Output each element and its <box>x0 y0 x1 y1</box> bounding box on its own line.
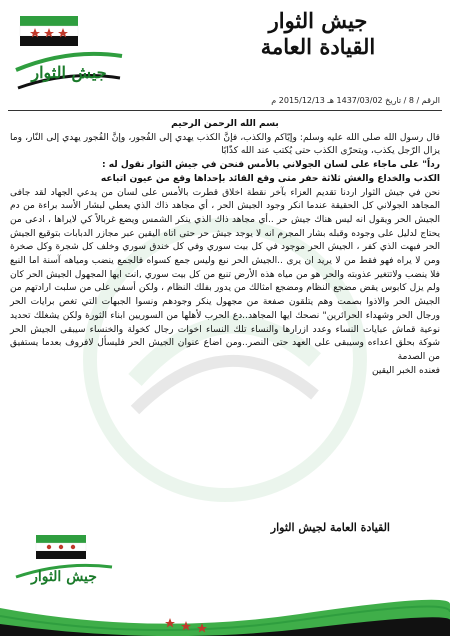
bottom-wave-decoration <box>0 576 450 636</box>
document-meta: الرقم / 8 / تاريخ 1437/03/02 هـ 2015/12/13 م <box>271 96 440 105</box>
logo-bottom-text: جيش الثوار <box>31 569 97 585</box>
hadith-quote: قال رسول الله صلى الله عليه وسلم: وإيّاكم والكذب، فإنَّ الكذب يهدي إلى الفُجور، وإنَّ الفُجور يهدي إلى النّار، وما يزال الرّجل يكذب، ويتحرّى الكذب حتى يُكتب عند الله كذّابًا <box>10 132 440 157</box>
logo-text: جيش الثوار <box>31 63 107 82</box>
signature: القيادة العامة لجيش الثوار <box>270 521 390 534</box>
opening-statement: الكذب والخداع والغش ثلاثة حفر متى وقع القائد بإحداها وقع من عيون اتباعه <box>100 173 440 184</box>
basmala: بسم الله الرحمن الرحيم <box>171 119 279 129</box>
reply-intro: رداً" على ماجاء على لسان الجولاني بالأمس فنحن في جيش الثوار نقول له : <box>101 160 440 171</box>
closing-line: فعنده الخبر اليقين <box>371 365 440 376</box>
army-logo-icon <box>14 8 124 96</box>
header-divider <box>8 110 442 111</box>
statement-body <box>10 118 440 378</box>
header-title-line2: القيادة العامة <box>260 34 376 59</box>
main-paragraph: نحن في جيش الثوار اردنا تقديم العزاء بآخر نقطة اخلاق قطرت بالأمس على لسان من يدعي الجهاد لقد جافى المجاهد الجولاني كل الحقيقة عندما انكر وجود الجيش الحر ، أي مجاهد ذاك الذي يعطي لبشار الأسد براءة من دم الجيش الحر ويقول انه ليس هناك جيش حر ..أي مجاهد ذاك الذي ينكر الشمس ويضع غربالاً كي لايراها ، ادعى من يحتاج لدليل على وجوده وقبله بشار المجرم انه لا يوجد جيش حر حتى اتاه اليقين عبر مجازر الدبابات بتوقيع الجيش الحر فبهت الذي كفر ، الجيش الحر موجود في كل بيت سوري وفي كل خندق سوري وخلف كل شجرة وكل صخرة ومن لا يراه فهو فقط من لا يريد ان يرى ..الجيش الحر نبع وليس جمع كسواه فالجمع ينضب ومياهه آسنة اما النبع فلا ينضب ولاتتغير عذوبته والحر هو من مياه هذه الأرض تنبع من كل بيت سوري ,انت ايها المجهول الجيش الحر كان ولم يزل كابوس يقض مضجع النظام ومضجع امثالك من يدور بفلك النظام ، ولكن أسفي على من سلبت ارادتهم من الجيش الحر والاذوا بصمت وهم يتلقون صفعة من مجهول ينكر وجودهم ونسوا الجبهات التي تغص برايات الحر ورجال الحر وشهداء الحرائرين" نصحك ايها المجاهد..دع الحرب لأهلها من السوريين ابناء الثورة ولكن يشغلك تحديد نوعية قماش عبايات النساء وعدد ازرارها والنساء تلك النساء اخوات رجال كخولة والخنساء سيبقى الجيش الحر شوكة بحلق اعداءه وسيبقى على العهد حتى النصر..ومن اضاع عنوان الجيش الحر فليسأل لافروف بعدما يستفيق من الصدمة <box>10 187 440 362</box>
header-title-line1: جيش الثوار <box>268 8 368 33</box>
header-title <box>218 8 418 60</box>
